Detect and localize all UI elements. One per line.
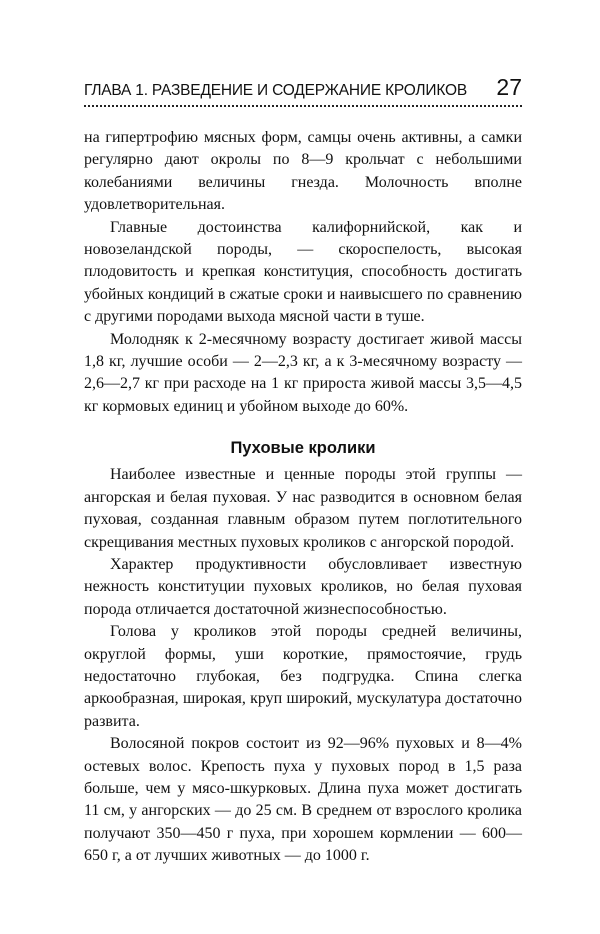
- header-divider: [84, 105, 522, 107]
- paragraph: Молодняк к 2-месячному возрасту достигает живой массы 1,8 кг, лучшие особи — 2—2,3 кг, а к 3-месячному возрасту — 2,6—2,7 кг при расходе на 1 кг прироста живой массы 3,5—4,5 кг кормовых единиц и убойном выходе до 60%.: [84, 330, 522, 415]
- paragraph: Голова у кроликов этой породы средней величины, округлой формы, уши короткие, прямостоячие, грудь недостаточно глубокая, без подгрудка. Спина слегка аркообразная, широкая, круп широкий, мускулатура достаточно развита.: [84, 623, 522, 730]
- section-heading: Пуховые кролики: [230, 439, 376, 458]
- paragraph: Главные достоинства калифорнийской, как и новозеландской породы, — скороспелость, высокая плодовитость и крепкая конституция, способность достигать убойных кондиций в сжатые сроки и наивысшего по сравнению с другими породами выхода мясной части в туше.: [84, 218, 522, 326]
- paragraph: Волосяной покров состоит из 92—96% пуховых и 8—4% остевых волос. Крепость пуха у пуховых пород в 1,5 раза больше, чем у мясо-шкурковых. Длина пуха может достигать 11 см, у ангорских — до 25 см. В среднем от взрослого кролика получают 350—450 г пуха, при хорошем кормлении — 600—650 г, а от лучших животных — до 1000 г.: [84, 735, 522, 865]
- page-number: 27: [496, 74, 522, 100]
- paragraph: Наиболее известные и ценные породы этой группы — ангорская и белая пуховая. У нас разводится в основном белая пуховая, созданная главным образом путем поглотительного скрещивания местных пуховых кроликов с ангорской породой.: [84, 466, 522, 551]
- page-body: [84, 127, 522, 868]
- paragraph: Характер продуктивности обусловливает известную нежность конституции пуховых кроликов, но белая пуховая порода отличается достаточной жизнеспособностью.: [84, 555, 522, 618]
- paragraph-continuation: на гипертрофию мясных форм, самцы очень активны, а самки регулярно дают окролы по 8—9 крольчат с небольшими колебаниями величины гнезда. Молочность вполне удовлетворительная.: [84, 129, 522, 214]
- chapter-title: ГЛАВА 1. РАЗВЕДЕНИЕ И СОДЕРЖАНИЕ КРОЛИКОВ: [84, 82, 467, 99]
